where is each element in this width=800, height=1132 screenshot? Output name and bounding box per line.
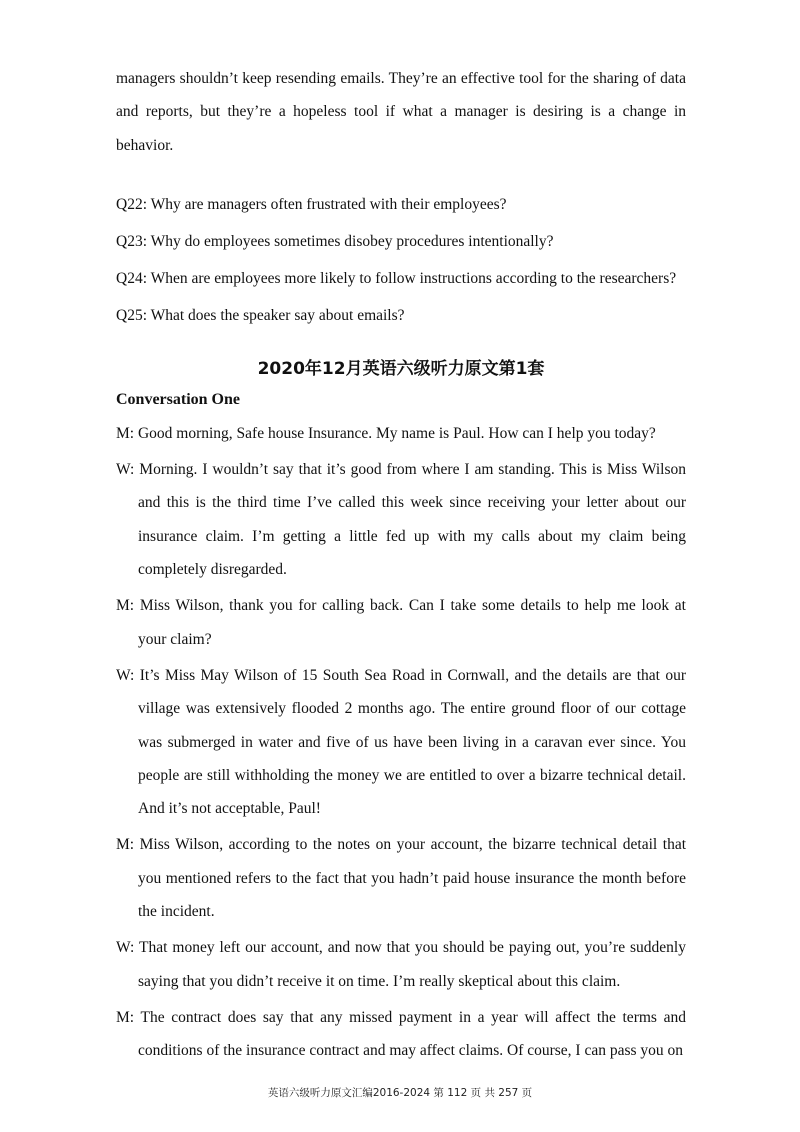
turn-text: Miss Wilson, according to the notes on your account, the bizarre technical detail that you mentioned refers to the fact that you hadn’t paid house insurance the month before the incident. xyxy=(138,836,686,921)
dialogue xyxy=(116,417,686,1068)
dialogue-turn xyxy=(116,589,686,656)
dialogue-turn xyxy=(116,931,686,998)
turn-text: Good morning, Safe house Insurance. My name is Paul. How can I help you today? xyxy=(137,424,656,442)
section-title: 2020年12月英语六级听力原文第1套 xyxy=(257,358,545,379)
question-item: Q22: Why are managers often frustrated with their employees? xyxy=(116,195,507,213)
speaker-label: M: xyxy=(116,836,135,854)
dialogue-turn xyxy=(116,453,686,586)
intro-paragraph: managers shouldn’t keep resending emails. They’re an effective tool for the sharing of data and reports, but they’re a hopeless tool if what a manager is desiring is a change in behavior. xyxy=(116,70,686,154)
turn-text: Miss Wilson, thank you for calling back. Can I take some details to help me look at your claim? xyxy=(138,597,686,648)
page-content xyxy=(116,62,686,1068)
conversation-title: Conversation One xyxy=(116,390,240,408)
turn-text: It’s Miss May Wilson of 15 South Sea Road in Cornwall, and the details are that our village was extensively flooded 2 months ago. The entire ground floor of our cottage was submerged in water and five of us have been living in a caravan ever since. You people are still withholding the money we are entitled to over a bizarre technical detail. And it’s not acceptable, Paul! xyxy=(138,666,687,818)
speaker-label: W: xyxy=(116,461,135,479)
turn-text: That money left our account, and now that you should be paying out, you’re suddenly saying that you didn’t receive it on time. I’m really skeptical about this claim. xyxy=(138,939,686,990)
question-item: Q23: Why do employees sometimes disobey procedures intentionally? xyxy=(116,232,554,250)
speaker-label: M: xyxy=(116,597,135,615)
question-item: Q24: When are employees more likely to follow instructions according to the researchers? xyxy=(116,269,677,287)
dialogue-turn xyxy=(116,1001,686,1068)
speaker-label: W: xyxy=(116,939,135,957)
turn-text: Morning. I wouldn’t say that it’s good from where I am standing. This is Miss Wilson and this is the third time I’ve called this week since receiving your letter about our insurance claim. I’m getting a little fed up with my calls about my claim being completely disregarded. xyxy=(138,461,686,579)
speaker-label: M: xyxy=(116,424,135,442)
dialogue-turn xyxy=(116,659,686,825)
question-item: Q25: What does the speaker say about emails? xyxy=(116,306,405,324)
dialogue-turn xyxy=(116,828,686,928)
page-footer: 英语六级听力原文汇编2016-2024 第 112 页 共 257 页 xyxy=(267,1087,533,1099)
speaker-label: M: xyxy=(116,1008,135,1026)
speaker-label: W: xyxy=(116,666,135,684)
question-list xyxy=(116,186,686,334)
dialogue-turn xyxy=(116,417,686,450)
turn-text: The contract does say that any missed payment in a year will affect the terms and conditions of the insurance contract and may affect claims. Of course, I can pass you on xyxy=(138,1008,686,1060)
